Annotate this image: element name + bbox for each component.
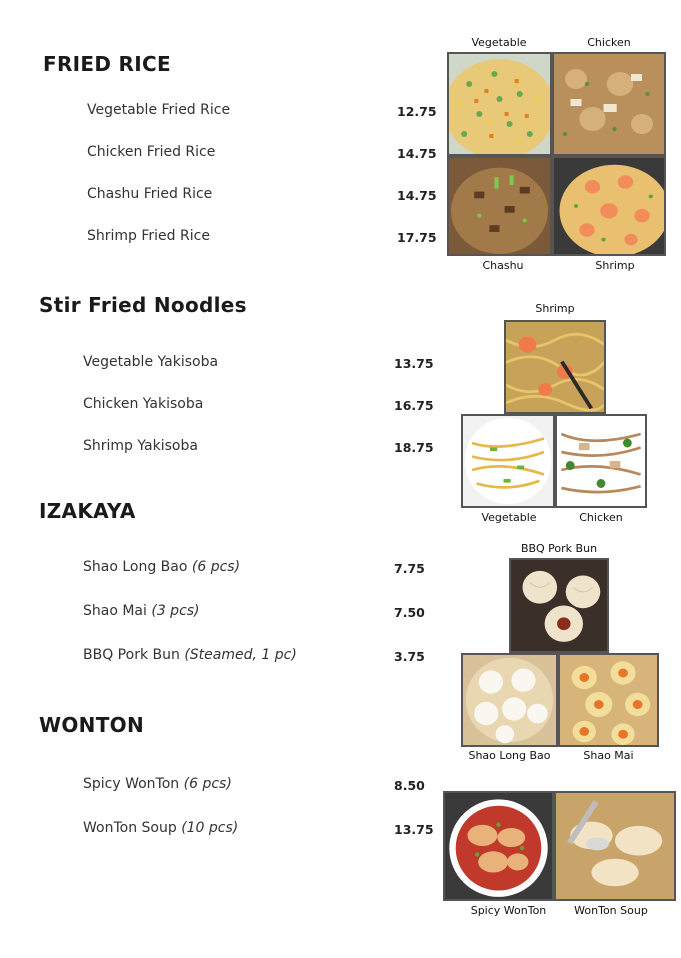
menu-item-name: Vegetable Yakisoba	[83, 354, 219, 370]
menu-item-name: Shrimp Fried Rice	[87, 228, 210, 244]
shao-mai-photo	[558, 653, 659, 747]
menu-item-name: Shao Mai (3 pcs)	[83, 603, 200, 619]
photo-caption: Chicken	[587, 36, 631, 49]
bbq-pork-bun-photo	[509, 558, 609, 653]
photo-caption: Chashu	[482, 259, 524, 272]
photo-caption: WonTon Soup	[574, 904, 648, 917]
menu-item-price: 18.75	[394, 440, 434, 455]
shao-long-bao-photo	[461, 653, 558, 747]
menu-item-price: 8.50	[394, 778, 425, 793]
menu-item-price: 14.75	[397, 146, 437, 161]
menu-item-name: Shrimp Yakisoba	[83, 438, 198, 454]
vegetable-fried-rice-photo	[447, 52, 552, 156]
menu-item-name: Chicken Yakisoba	[83, 396, 204, 412]
spicy-wonton-photo	[443, 791, 554, 901]
photo-caption: Vegetable	[481, 511, 537, 524]
photo-caption: Shrimp	[535, 302, 575, 315]
chashu-fried-rice-photo	[447, 156, 552, 256]
chicken-fried-rice-photo	[552, 52, 666, 156]
menu-item-price: 16.75	[394, 398, 434, 413]
photo-caption: BBQ Pork Bun	[520, 542, 598, 555]
menu-item-name: BBQ Pork Bun (Steamed, 1 pc)	[83, 647, 297, 663]
menu-item-price: 14.75	[397, 188, 437, 203]
menu-item-price: 13.75	[394, 356, 434, 371]
section-title-fried-rice: FRIED RICE	[43, 52, 171, 76]
chicken-yakisoba-photo	[555, 414, 647, 508]
wonton-soup-photo	[554, 791, 676, 901]
menu-item-price: 12.75	[397, 104, 437, 119]
photo-caption: Chicken	[579, 511, 623, 524]
menu-item-name: Shao Long Bao (6 pcs)	[83, 559, 241, 575]
menu-item-name: Chicken Fried Rice	[87, 144, 216, 160]
menu-item-name: Spicy WonTon (6 pcs)	[83, 776, 232, 792]
menu-item-price: 3.75	[394, 649, 425, 664]
photo-caption: Vegetable	[471, 36, 527, 49]
section-title-stir-fried-noodles: Stir Fried Noodles	[39, 293, 247, 317]
vegetable-yakisoba-photo	[461, 414, 555, 508]
shrimp-yakisoba-photo	[504, 320, 606, 414]
menu-item-name: WonTon Soup (10 pcs)	[83, 820, 239, 836]
menu-item-price: 7.50	[394, 605, 425, 620]
section-title-wonton: WONTON	[39, 713, 144, 737]
menu-item-price: 13.75	[394, 822, 434, 837]
menu-item-name: Vegetable Fried Rice	[87, 102, 231, 118]
photo-caption: Spicy WonTon	[470, 904, 547, 917]
menu-item-price: 17.75	[397, 230, 437, 245]
photo-caption: Shao Mai	[583, 749, 634, 762]
section-title-izakaya: IZAKAYA	[39, 499, 136, 523]
photo-caption: Shrimp	[595, 259, 635, 272]
menu-item-name: Chashu Fried Rice	[87, 186, 213, 202]
menu-item-price: 7.75	[394, 561, 425, 576]
photo-caption: Shao Long Bao	[468, 749, 551, 762]
shrimp-fried-rice-photo	[552, 156, 666, 256]
